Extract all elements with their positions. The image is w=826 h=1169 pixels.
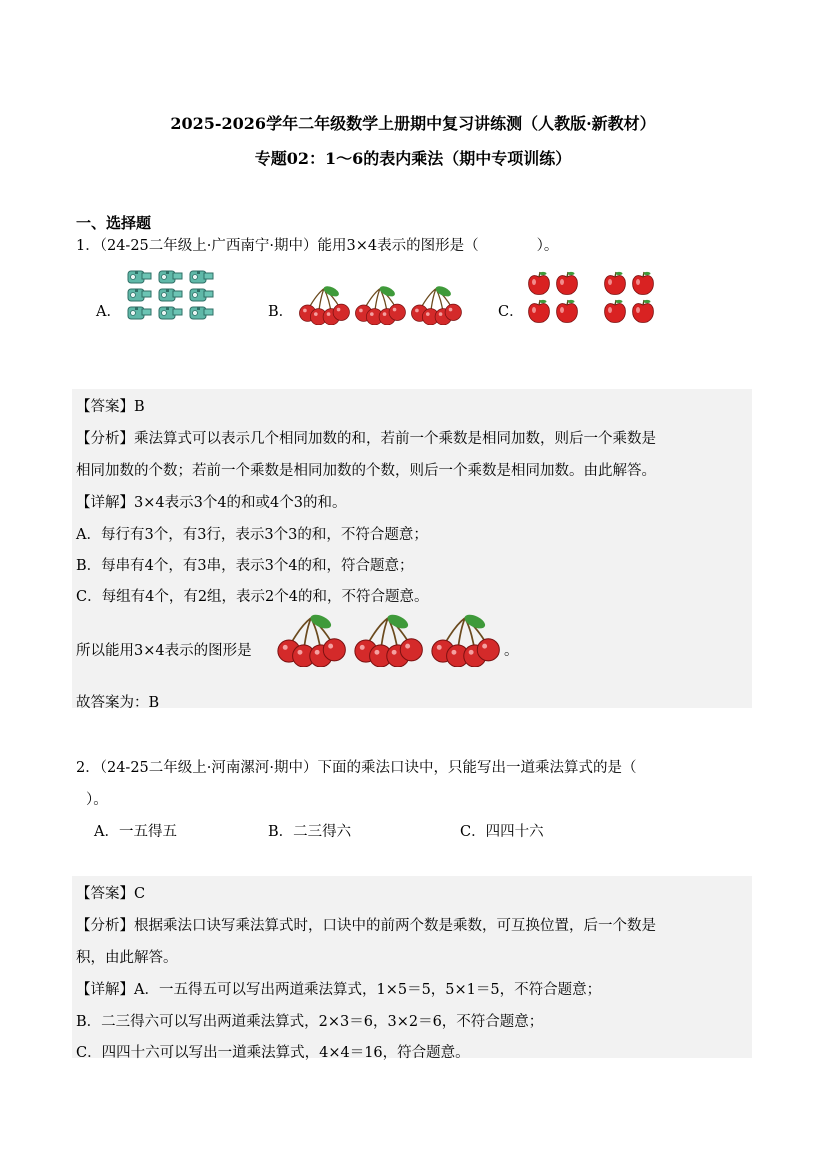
question-2-stem-line-2: ）。: [86, 792, 108, 808]
q1-conclusion-suffix: 。: [504, 643, 519, 659]
section-heading: 一、选择题: [76, 214, 152, 232]
q1-detail-a: A．每行有3个，有3行，表示3个3的和，不符合题意；: [76, 527, 428, 543]
q2-detail-c: C．四四十六可以写出一道乘法算式，4×4＝16，符合题意。: [76, 1045, 470, 1061]
q1-answer: 【答案】B: [76, 399, 145, 415]
q2-analysis-line-2: 积，由此解答。: [76, 950, 178, 966]
apples-image: [524, 268, 660, 328]
q1-conclusion-prefix: 所以能用3×4表示的图形是: [76, 643, 252, 659]
q1-analysis-line-1: 【分析】乘法算式可以表示几个相同加数的和，若前一个乘数是相同加数，则后一个乘数是: [76, 431, 656, 447]
q1-answer-box: [72, 389, 752, 711]
q1-detail-c: C．每组有4个，有2组，表示2个4的和，不符合题意。: [76, 589, 429, 605]
q2-option-b: B．二三得六: [268, 824, 352, 840]
q2-detail-b: B．二三得六可以写出两道乘法算式，2×3＝6，3×2＝6，不符合题意；: [76, 1014, 544, 1030]
document-subtitle: 专题02：1～6的表内乘法（期中专项训练）: [254, 149, 572, 168]
document-title: 2025-2026学年二年级数学上册期中复习讲练测（人教版·新教材）: [170, 114, 656, 133]
q1-analysis-line-2: 相同加数的个数；若前一个乘数是相同加数的个数，则后一个乘数是相同加数。由此解答。: [76, 463, 656, 479]
q1-option-a-label: A．: [96, 304, 121, 320]
q2-detail-a: 【详解】A．一五得五可以写出两道乘法算式，1×5＝5，5×1＝5，不符合题意；: [76, 982, 602, 998]
question-2-stem-line-1: 2．（24-25二年级上·河南漯河·期中）下面的乘法口诀中，只能写出一道乘法算式的是（: [76, 760, 637, 776]
q1-option-b-label: B．: [268, 304, 294, 320]
cherries-image: [296, 285, 466, 327]
q2-option-c: C．四四十六: [460, 824, 544, 840]
q1-detail-b: B．每串有4个，有3串，表示3个4的和，符合题意；: [76, 558, 414, 574]
question-1-stem: 1．（24-25二年级上·广西南宁·期中）能用3×4表示的图形是（ ）。: [76, 238, 559, 254]
q2-answer-box: [72, 876, 752, 1061]
q1-detail: 【详解】3×4表示3个4的和或4个3的和。: [76, 495, 347, 511]
q2-analysis-line-1: 【分析】根据乘法口诀写乘法算式时，口诀中的前两个数是乘数，可互换位置，后一个数是: [76, 918, 656, 934]
q2-option-a: A．一五得五: [94, 824, 177, 840]
q2-answer: 【答案】C: [76, 886, 146, 902]
whistles-image: [124, 266, 216, 324]
q1-final-answer: 故答案为：B: [76, 695, 160, 711]
q1-option-c-label: C．: [498, 304, 524, 320]
q1-conclusion-cherries-image: [273, 613, 503, 669]
